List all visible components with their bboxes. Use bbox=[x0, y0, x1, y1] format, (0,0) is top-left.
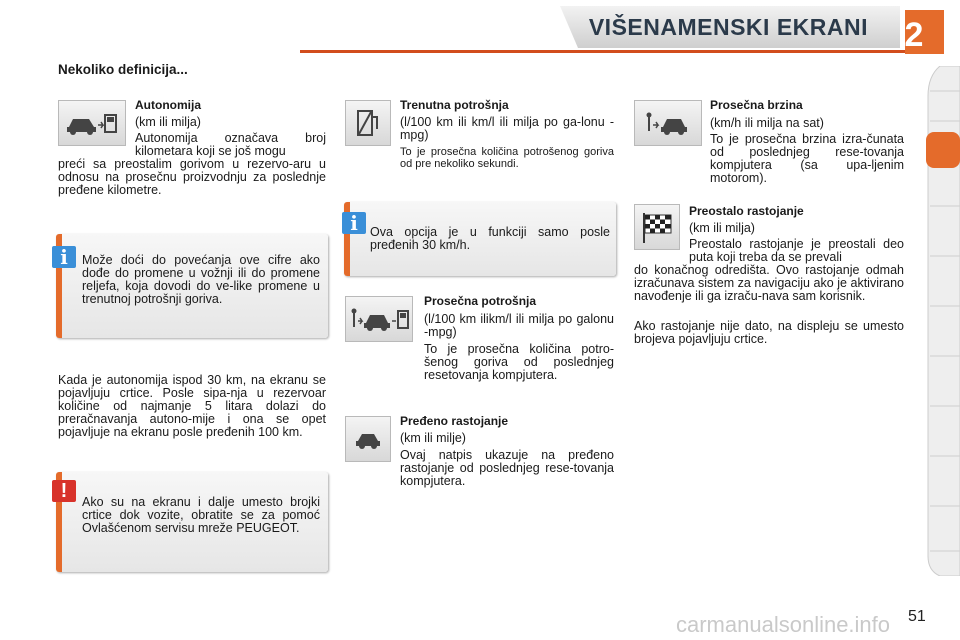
car-distance-icon bbox=[345, 416, 391, 462]
prosecna-brzina-heading: Prosečna brzina bbox=[710, 98, 803, 112]
preostalo-heading: Preostalo rastojanje bbox=[689, 204, 804, 218]
autonomija-text-first: Autonomija označava broj kilometara koji se još mogu bbox=[135, 131, 326, 158]
chapter-tab-strip[interactable] bbox=[926, 66, 960, 576]
predjeno-heading: Pređeno rastojanje bbox=[400, 414, 509, 428]
trenutna-heading: Trenutna potrošnja bbox=[400, 98, 509, 112]
checkered-flag-icon bbox=[634, 204, 680, 250]
page-number: 51 bbox=[908, 608, 926, 625]
info-note-box bbox=[56, 234, 328, 338]
prosecna-potrosnja-desc: To je prosečna količina potro-šenog goriva od poslednjeg resetovanja kompjutera. bbox=[424, 342, 614, 382]
trenutna-unit: (l/100 km ili km/l ili milja po ga-lonu -mpg) bbox=[400, 115, 614, 142]
prosecna-brzina-unit: (km/h ili milja na sat) bbox=[710, 116, 824, 130]
preostalo-desc2: Ako rastojanje nije dato, na displeju se umesto brojeva pojavljuju crtice. bbox=[634, 319, 904, 346]
prosecna-brzina-desc: To je prosečna brzina izra-čunata od poslednjeg rese-tovanja kompjutera (sa upa-ljenim motorom). bbox=[710, 132, 904, 185]
info-note-text: Može doći do povećanja ove cifre ako dođe do promene u vožnji ili do promene reljefa, koja dovodi do ve-like promene u trenutnoj potrošnji goriva. bbox=[82, 253, 320, 306]
chapter-title: VIŠENAMENSKI EKRANI bbox=[588, 14, 868, 40]
watermark: carmanualsonline.info bbox=[676, 612, 891, 637]
average-consumption-icon bbox=[345, 296, 413, 342]
info-note-text: Ova opcija je u funkciji samo posle pređenih 30 km/h. bbox=[370, 225, 610, 252]
fuel-pump-icon bbox=[345, 100, 391, 146]
preostalo-desc-first: Preostalo rastojanje je preostali deo puta koji treba da se prevali bbox=[689, 237, 904, 264]
prosecna-potrosnja-heading: Prosečna potrošnja bbox=[424, 294, 537, 308]
info-icon: i bbox=[342, 212, 366, 234]
info-note-box bbox=[344, 202, 616, 276]
info-icon: i bbox=[52, 246, 76, 268]
average-speed-icon bbox=[634, 100, 702, 146]
chapter-number: 2 bbox=[904, 16, 924, 54]
warning-note-box bbox=[56, 472, 328, 572]
autonomy-display-icon bbox=[58, 100, 126, 146]
autonomija-text-rest: preći sa preostalim gorivom u rezervo-aru u odnosu na prosečnu proizvodnju za poslednje pređene kilometre. bbox=[58, 157, 326, 197]
warning-note-text: Ako su na ekranu i dalje umesto brojki crtice dok vozite, obratite se za pomoć Ovlašćenom servisu mreže PEUGEOT. bbox=[82, 495, 320, 535]
autonomija-unit: (km ili milja) bbox=[135, 115, 201, 129]
autonomy-dashes-paragraph: Kada je autonomija ispod 30 km, na ekranu se pojavljuju crtice. Posle sipa-nja u rezervoar količine od najmanje 5 litara dolazi do preračnavanja autono-mije i ona se opet pojavljuje na ekranu posle pređenih 100 km. bbox=[58, 373, 326, 439]
warning-icon: ! bbox=[52, 480, 76, 502]
trenutna-desc: To je prosečna količina potrošenog goriva od pre nekoliko sekundi. bbox=[400, 146, 614, 170]
autonomija-heading: Autonomija bbox=[135, 98, 201, 112]
preostalo-desc-rest: do konačnog odredišta. Ovo rastojanje odmah izračunava sistem za navigaciju ako je aktivirano navođenje ili ga izraču-nava sam korisnik. bbox=[634, 263, 904, 303]
predjeno-unit: (km ili milje) bbox=[400, 431, 466, 445]
page-title: Nekoliko definicija... bbox=[58, 62, 188, 77]
predjeno-desc: Ovaj natpis ukazuje na pređeno rastojanje od poslednjeg rese-tovanja kompjutera. bbox=[400, 448, 614, 488]
preostalo-unit: (km ili milja) bbox=[689, 221, 755, 235]
prosecna-potrosnja-unit: (l/100 km ilikm/l ili milja po galonu -mpg) bbox=[424, 312, 614, 339]
